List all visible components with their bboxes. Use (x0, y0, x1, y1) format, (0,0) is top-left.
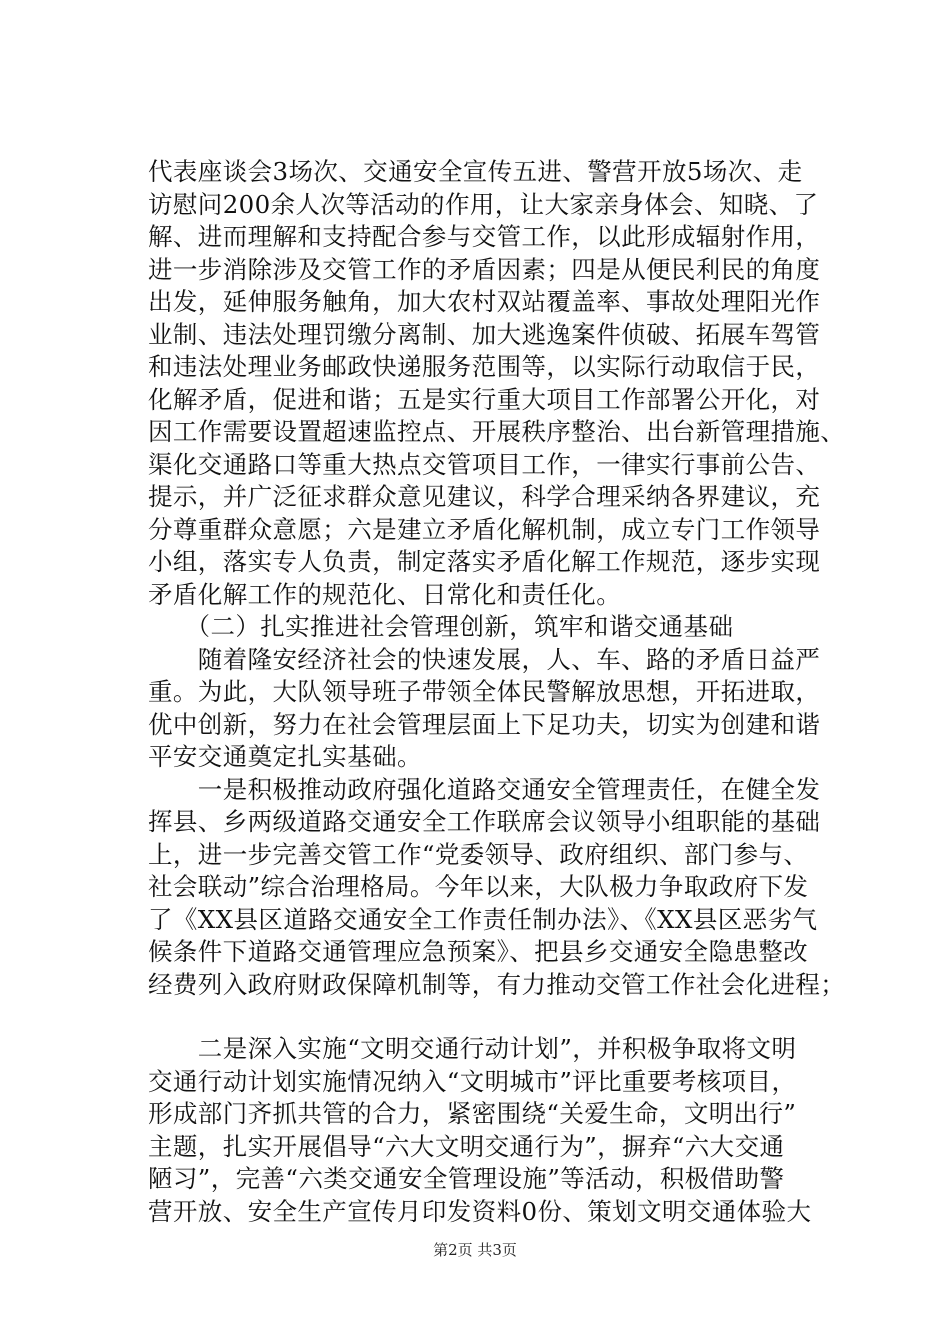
text-line: 主题，扎实开展倡导“六大文明交通行为”，摒弃“六大交通 (148, 1131, 785, 1161)
text-line: 了《XX县区道路交通安全工作责任制办法》、《XX县区恶劣气 (148, 904, 818, 934)
text-line: 和违法处理业务邮政快递服务范围等，以实际行动取信于民， (148, 352, 821, 381)
text-line: 优中创新，努力在社会管理层面上下足功夫，切实为创建和谐 (148, 709, 821, 739)
text-line: 进一步消除涉及交管工作的矛盾因素；四是从便民利民的角度 (148, 254, 821, 284)
text-line: 形成部门齐抓共管的合力，紧密围绕“关爱生命，文明出行” (148, 1099, 797, 1128)
text-line: 矛盾化解工作的规范化、日常化和责任化。 (148, 579, 622, 609)
text-line: 化解矛盾，促进和谐；五是实行重大项目工作部署公开化，对 (148, 384, 821, 414)
text-line: 一是积极推动政府强化道路交通安全管理责任，在健全发 (148, 774, 821, 804)
text-block-part2 (148, 1033, 848, 1228)
paragraph-gap (148, 1001, 848, 1033)
text-line: 候条件下道路交通管理应急预案》、把县乡交通安全隐患整改 (148, 937, 809, 966)
text-line: 提示，并广泛征求群众意见建议，科学合理采纳各界建议，充 (148, 482, 821, 511)
text-line: 分尊重群众意愿；六是建立矛盾化解机制，成立专门工作领导 (148, 514, 821, 544)
text-line: 平安交通奠定扎实基础。 (148, 742, 422, 771)
text-line: 挥县、乡两级道路交通安全工作联席会议领导小组职能的基础 (148, 807, 821, 836)
text-line: 二是深入实施“文明交通行动计划”，并积极争取将文明 (148, 1034, 797, 1063)
text-line: 出发，延伸服务触角，加大农村双站覆盖率、事故处理阳光作 (148, 287, 821, 316)
text-line: 经费列入政府财政保障机制等，有力推动交管工作社会化进程； (148, 969, 846, 999)
text-line: 交通行动计划实施情况纳入“文明城市”评比重要考核项目， (148, 1066, 797, 1096)
text-line: 因工作需要设置超速监控点、开展秩序整治、出台新管理措施、 (148, 417, 846, 446)
text-line: 渠化交通路口等重大热点交管项目工作，一律实行事前公告、 (148, 449, 821, 479)
text-line: 营开放、安全生产宣传月印发资料0份、策划文明交通体验大 (148, 1196, 812, 1226)
text-line: 上，进一步完善交管工作“党委领导、政府组织、部门参与、 (148, 839, 809, 869)
text-line: 解、进而理解和支持配合参与交管工作，以此形成辐射作用， (148, 222, 821, 251)
text-line: 业制、违法处理罚缴分离制、加大逃逸案件侦破、拓展车驾管 (148, 319, 821, 349)
text-block-part1 (148, 156, 848, 1001)
document-body (148, 156, 848, 1228)
text-line: 访慰问200余人次等活动的作用，让大家亲身体会、知晓、了 (148, 189, 819, 219)
text-line: 社会联动”综合治理格局。今年以来，大队极力争取政府下发 (148, 872, 809, 901)
section-heading: （二）扎实推进社会管理创新，筑牢和谐交通基础 (148, 612, 734, 641)
text-line: 陋习”，完善“六类交通安全管理设施”等活动，积极借助警 (148, 1164, 785, 1193)
text-line: 随着隆安经济社会的快速发展，人、车、路的矛盾日益严 (148, 644, 821, 674)
text-line: 小组，落实专人负责，制定落实矛盾化解工作规范，逐步实现 (148, 547, 821, 576)
text-line: 代表座谈会3场次、交通安全宣传五进、警营开放5场次、走 (148, 157, 803, 186)
text-line: 重。为此，大队领导班子带领全体民警解放思想，开拓进取， (148, 677, 821, 706)
page-footer: 第2页 共3页 (433, 1241, 517, 1259)
